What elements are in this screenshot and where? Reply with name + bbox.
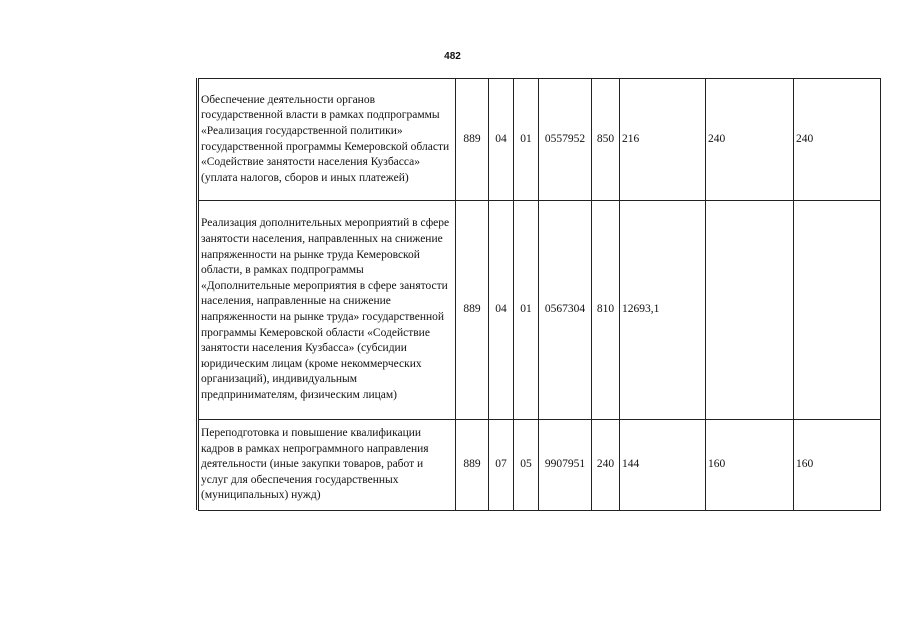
amount-year-1: 144 <box>620 420 706 511</box>
ministry-code: 889 <box>456 79 489 201</box>
table-row <box>199 201 881 420</box>
amount-year-1: 12693,1 <box>620 201 706 420</box>
target-article-code: 0567304 <box>539 201 592 420</box>
page-number: 482 <box>444 51 461 62</box>
ministry-code: 889 <box>456 420 489 511</box>
amount-year-3: 240 <box>794 79 881 201</box>
ministry-code: 889 <box>456 201 489 420</box>
table-row <box>199 420 881 511</box>
table-left-rule <box>196 78 197 510</box>
subsection-code: 05 <box>514 420 539 511</box>
amount-year-3: 160 <box>794 420 881 511</box>
budget-table <box>198 78 881 511</box>
section-code: 04 <box>489 201 514 420</box>
row-description: Реализация дополнительных мероприятий в сфере занятости населения, направленных на снижение напряженности на рынке труда Кемеровской области, в рамках подпрограммы «Дополнительные мероприятия в сфере занятости населения, направленные на снижение напряженности на рынке труда» государственной программы Кемеровской области «Содействие занятости населения Кузбасса» (субсидии юридическим лицам (кроме некоммерческих организаций), индивидуальным предпринимателям, физическим лицам) <box>199 201 456 420</box>
amount-year-2: 160 <box>706 420 794 511</box>
amount-year-2 <box>706 201 794 420</box>
table-row <box>199 79 881 201</box>
section-code: 04 <box>489 79 514 201</box>
amount-year-2: 240 <box>706 79 794 201</box>
expense-type-code: 810 <box>592 201 620 420</box>
subsection-code: 01 <box>514 201 539 420</box>
subsection-code: 01 <box>514 79 539 201</box>
section-code: 07 <box>489 420 514 511</box>
amount-year-1: 216 <box>620 79 706 201</box>
expense-type-code: 850 <box>592 79 620 201</box>
target-article-code: 0557952 <box>539 79 592 201</box>
row-description: Переподготовка и повышение квалификации кадров в рамках непрограммного направления деятельности (иные закупки товаров, работ и услуг для обеспечения государственных (муниципальных) нужд) <box>199 420 456 511</box>
amount-year-3 <box>794 201 881 420</box>
row-description: Обеспечение деятельности органов государственной власти в рамках подпрограммы «Реализация государственной политики» государственной программы Кемеровской области «Содействие занятости населения Кузбасса» (уплата налогов, сборов и иных платежей) <box>199 79 456 201</box>
expense-type-code: 240 <box>592 420 620 511</box>
target-article-code: 9907951 <box>539 420 592 511</box>
